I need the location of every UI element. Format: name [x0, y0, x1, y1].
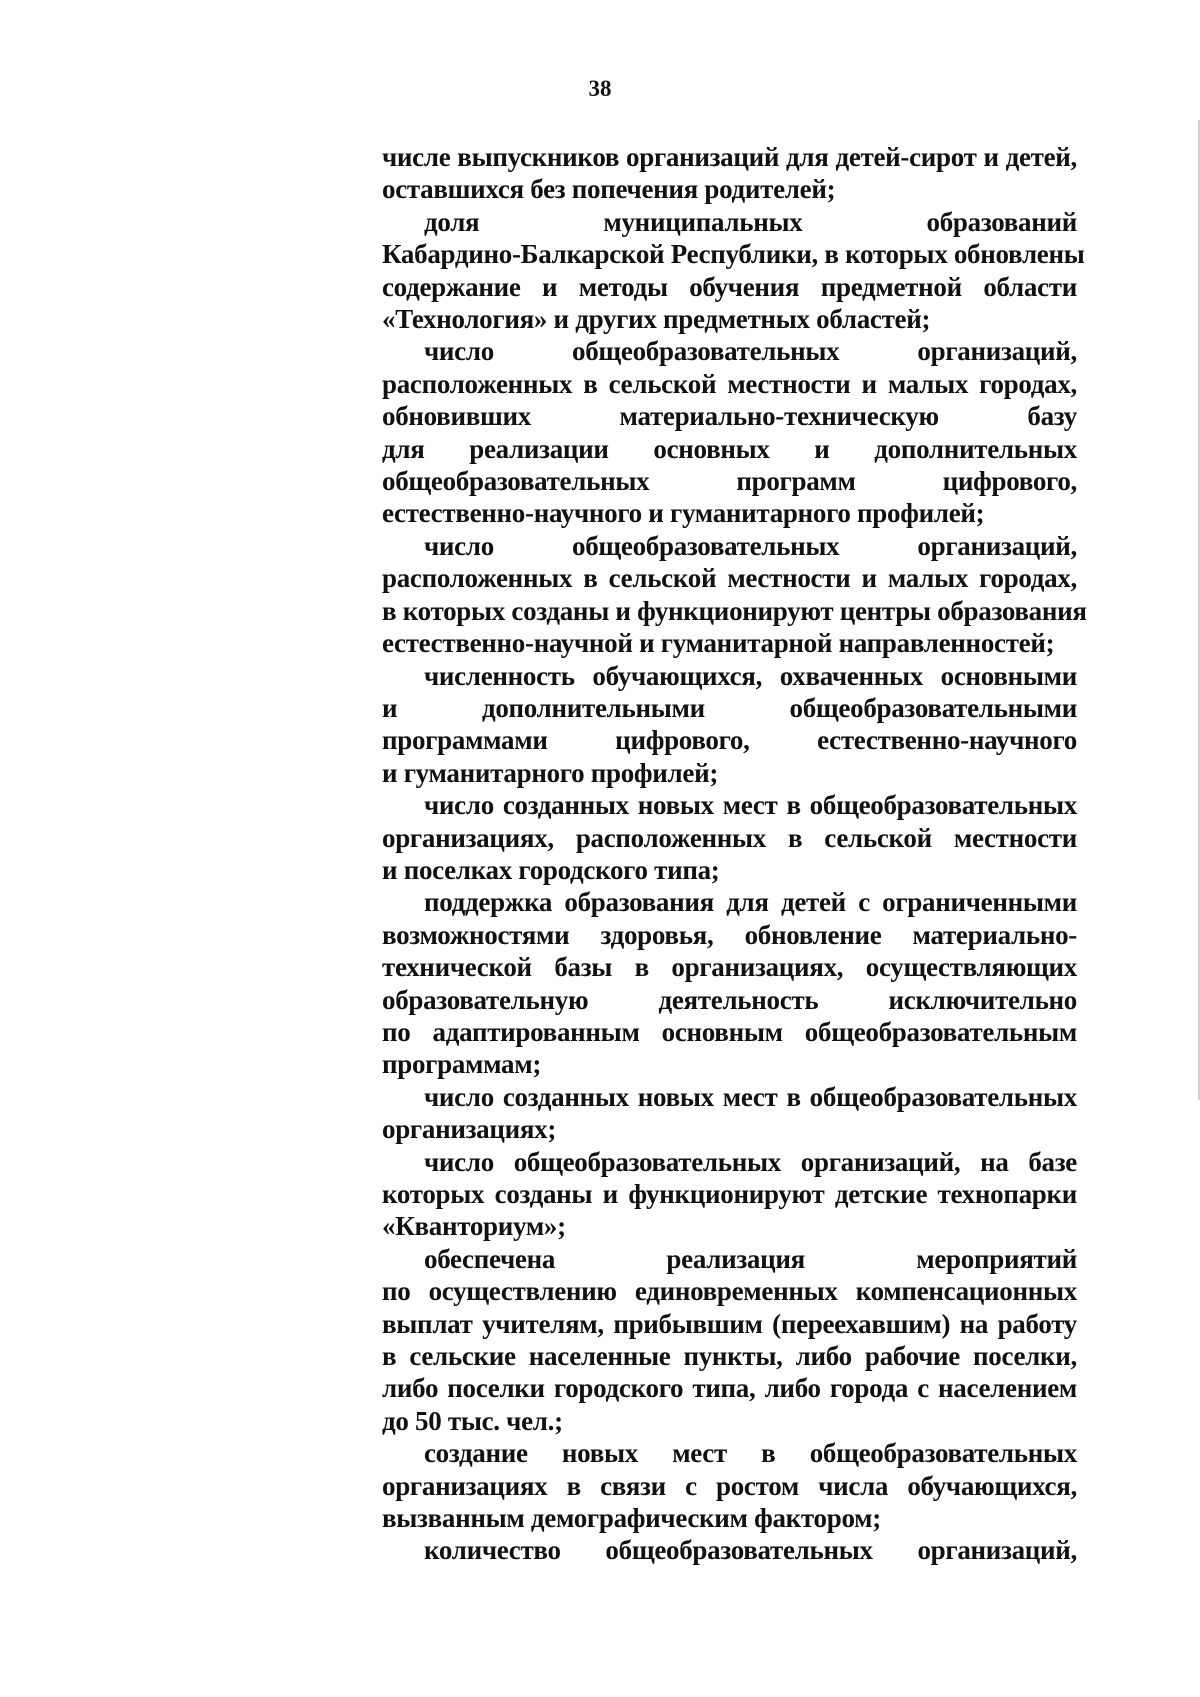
text-line: выплат учителям, прибывшим (переехавшим) на работу [382, 1308, 1077, 1339]
text-line: «Технология» и других предметных областей; [382, 304, 931, 335]
text-line: содержание и методы обучения предметной области [382, 271, 1077, 302]
text-line: и гуманитарного профилей; [382, 757, 719, 788]
paragraph [382, 1243, 1077, 1437]
text-line: в сельские населенные пункты, либо рабочие поселки, [382, 1341, 1077, 1372]
paragraph [382, 530, 1087, 660]
text-line: доля муниципальных образований [424, 206, 1077, 237]
text-line: для реализации основных и дополнительных [382, 433, 1077, 464]
text-line: числе выпускников организаций для детей-сирот и детей, [382, 142, 1077, 172]
paragraph [382, 141, 1077, 206]
text-line: которых созданы и функционируют детские технопарки [382, 1179, 1077, 1209]
text-line: обновивших материально-техническую базу [382, 401, 1077, 432]
document-body [382, 141, 1087, 1567]
text-line: по осуществлению единовременных компенсационных [382, 1276, 1077, 1307]
text-line: организациях, расположенных в сельской местности [382, 822, 1077, 853]
page-number: 38 [588, 76, 612, 101]
text-line: в которых созданы и функционируют центры образования [382, 595, 1087, 626]
paragraph [382, 1437, 1077, 1534]
text-line: расположенных в сельской местности и малых городах, [382, 563, 1077, 594]
text-line: число общеобразовательных организаций, [424, 530, 1077, 561]
text-line: организациях; [382, 1114, 557, 1145]
text-line: возможностями здоровья, обновление материально- [382, 919, 1077, 950]
text-line: естественно-научного и гуманитарного профилей; [382, 498, 985, 529]
text-line: образовательную деятельность исключительно [382, 984, 1077, 1015]
text-line: естественно-научной и гуманитарной направленностей; [382, 628, 1055, 659]
text-line: организациях в связи с ростом числа обучающихся, [382, 1470, 1077, 1501]
text-line: количество общеобразовательных организаций, [424, 1535, 1077, 1566]
text-line: число общеобразовательных организаций, на базе [424, 1146, 1077, 1177]
text-line: численность обучающихся, охваченных основными [424, 660, 1077, 691]
text-line: «Кванториум»; [382, 1211, 566, 1242]
paragraph [382, 1534, 1077, 1566]
paragraph [382, 886, 1077, 1080]
text-line: число созданных новых мест в общеобразовательных [424, 790, 1077, 821]
text-line: и дополнительными общеобразовательными [382, 692, 1077, 723]
paragraph [382, 1146, 1077, 1243]
paragraph [382, 660, 1077, 790]
text-line: либо поселки городского типа, либо города с населением [382, 1373, 1077, 1404]
paragraph [382, 206, 1085, 336]
paragraph [382, 789, 1077, 886]
text-line: Кабардино-Балкарской Республики, в которых обновлены [382, 239, 1085, 270]
text-line: число созданных новых мест в общеобразовательных [424, 1081, 1077, 1112]
text-line: программами цифрового, естественно-научного [382, 725, 1077, 756]
paragraph [382, 1081, 1077, 1146]
text-line: оставшихся без попечения родителей; [382, 174, 836, 205]
text-line: вызванным демографическим фактором; [382, 1503, 881, 1534]
text-line: создание новых мест в общеобразовательных [424, 1438, 1077, 1469]
text-line: и поселках городского типа; [382, 854, 720, 885]
text-line: число общеобразовательных организаций, [424, 336, 1077, 367]
text-line: поддержка образования для детей с ограниченными [424, 887, 1077, 918]
text-line: обеспечена реализация мероприятий [424, 1243, 1077, 1274]
text-line: по адаптированным основным общеобразовательным [382, 1016, 1077, 1047]
text-line: расположенных в сельской местности и малых городах, [382, 368, 1077, 399]
text-line: технической базы в организациях, осуществляющих [382, 952, 1077, 983]
text-line: общеобразовательных программ цифрового, [382, 466, 1077, 497]
text-line: до 50 тыс. чел.; [382, 1405, 563, 1436]
text-line: программам; [382, 1049, 542, 1080]
paragraph [382, 335, 1077, 529]
